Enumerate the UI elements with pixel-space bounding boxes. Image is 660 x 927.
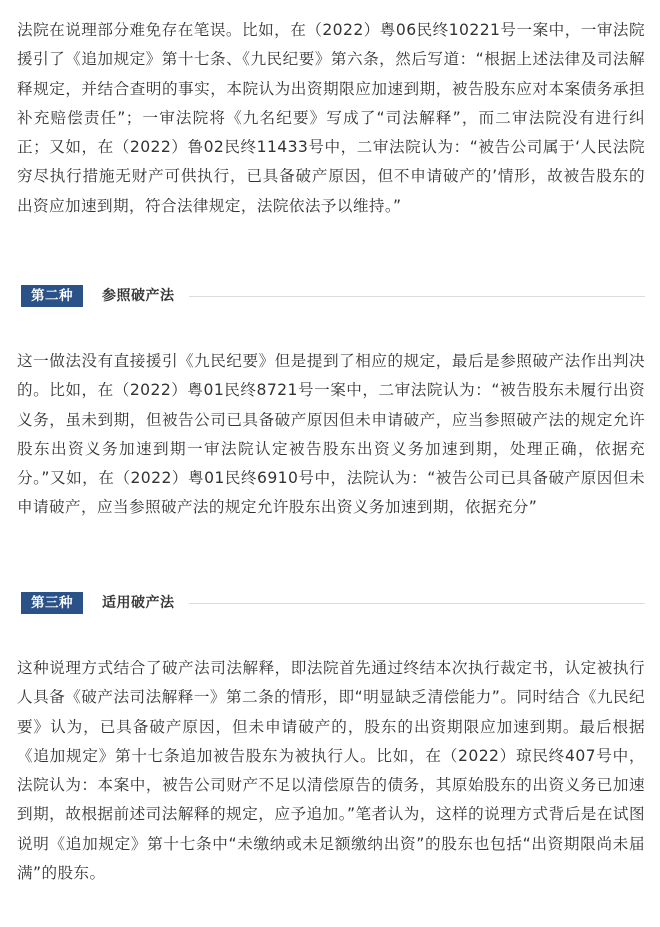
body-paragraph-1: 法院在说理部分难免存在笔误。比如，在（2022）粤06民终10221号一案中，一审法院援引了《追加规定》第十七条、《九民纪要》第六条，然后写道：“根据上述法律及司法解释规定，并结合查明的事实，本院认为出资期限应加速到期，被告股东应对本案债务承担补充赔偿责任”；一审法院将《九名纪要》写成了“司法解释”，而二审法院没有进行纠正；又如，在（2022）鲁02民终11433号中，二审法院认为：“被告公司属于‘人民法院穷尽执行措施无财产可供执行，已具备破产原因，但不申请破产的’情形，故被告股东的出资应加速到期，符合法律规定，法院依法予以维持。” [17,21,645,215]
section-heading-3 [21,592,645,614]
body-paragraph-3: 这种说理方式结合了破产法司法解释，即法院首先通过终结本次执行裁定书，认定被执行人具备《破产法司法解释一》第二条的情形，即“明显缺乏清偿能力”。同时结合《九民纪要》认为，已具备破产原因，但未申请破产的，股东的出资期限应加速到期。最后根据《追加规定》第十七条追加被告股东为被执行人。比如，在（2022）琼民终407号中，法院认为：本案中，被告公司财产不足以清偿原告的债务，其原始股东的出资义务已加速到期，故根据前述司法解释的规定，应予追加。”笔者认为，这样的说理方式背后是在试图说明《追加规定》第十七条中“未缴纳或未足额缴纳出资”的股东也包括“出资期限尚未届满”的股东。 [17,659,645,883]
body-paragraph-2: 这一做法没有直接援引《九民纪要》但是提到了相应的规定，最后是参照破产法作出判决的。比如，在（2022）粤01民终8721号一案中，二审法院认为：“被告股东未履行出资义务，虽未到期，但被告公司已具备破产原因但未申请破产，应当参照破产法的规定允许股东出资义务加速到期一审法院认定被告股东出资义务加速到期，处理正确，依据充分。”又如，在（2022）粤01民终6910号中，法院认为：“被告公司已具备破产原因但未申请破产，应当参照破产法的规定允许股东出资义务加速到期，依据充分” [17,352,645,517]
section-title: 参照破产法 [102,288,175,304]
section-divider [189,603,645,604]
section-divider [189,296,645,297]
section-heading-2 [21,285,645,307]
section-tag: 第三种 [21,592,83,614]
section-tag: 第二种 [21,285,83,307]
section-title: 适用破产法 [102,595,175,611]
